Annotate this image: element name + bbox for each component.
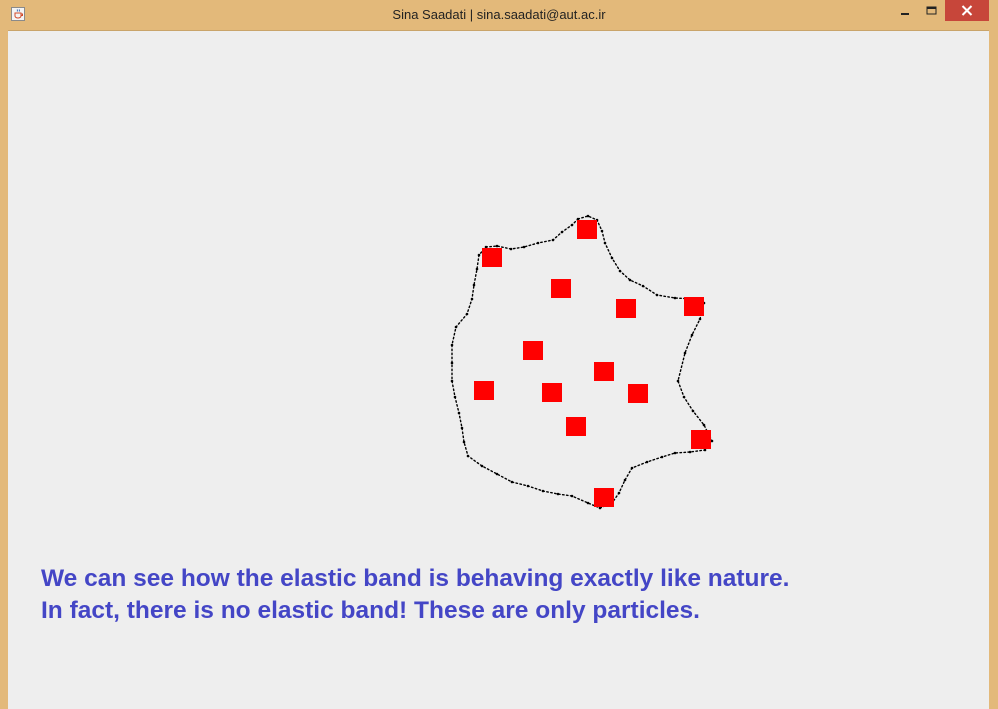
particle (577, 220, 597, 239)
particle (691, 430, 711, 449)
maximize-button[interactable] (918, 0, 945, 21)
particle (616, 299, 636, 318)
particle (542, 383, 562, 402)
particle (474, 381, 494, 400)
particle (684, 297, 704, 316)
simulation-canvas[interactable] (8, 30, 989, 709)
particle (566, 417, 586, 436)
caption-line-2: In fact, there is no elastic band! These are only particles. (41, 597, 700, 624)
particle (551, 279, 571, 298)
maximize-icon (926, 6, 937, 16)
minimize-icon (900, 6, 910, 16)
caption (41, 563, 789, 627)
close-button[interactable] (945, 0, 989, 21)
particle (628, 384, 648, 403)
particles (474, 220, 711, 507)
caption-line-1: We can see how the elastic band is behaving exactly like nature. (41, 565, 790, 592)
particle (523, 341, 543, 360)
particle (482, 248, 502, 267)
window-title: Sina Saadati | sina.saadati@aut.ac.ir (392, 7, 606, 22)
particle (594, 488, 614, 507)
minimize-button[interactable] (891, 0, 918, 21)
title-bar[interactable] (0, 0, 998, 30)
close-icon (961, 5, 973, 16)
particle (594, 362, 614, 381)
